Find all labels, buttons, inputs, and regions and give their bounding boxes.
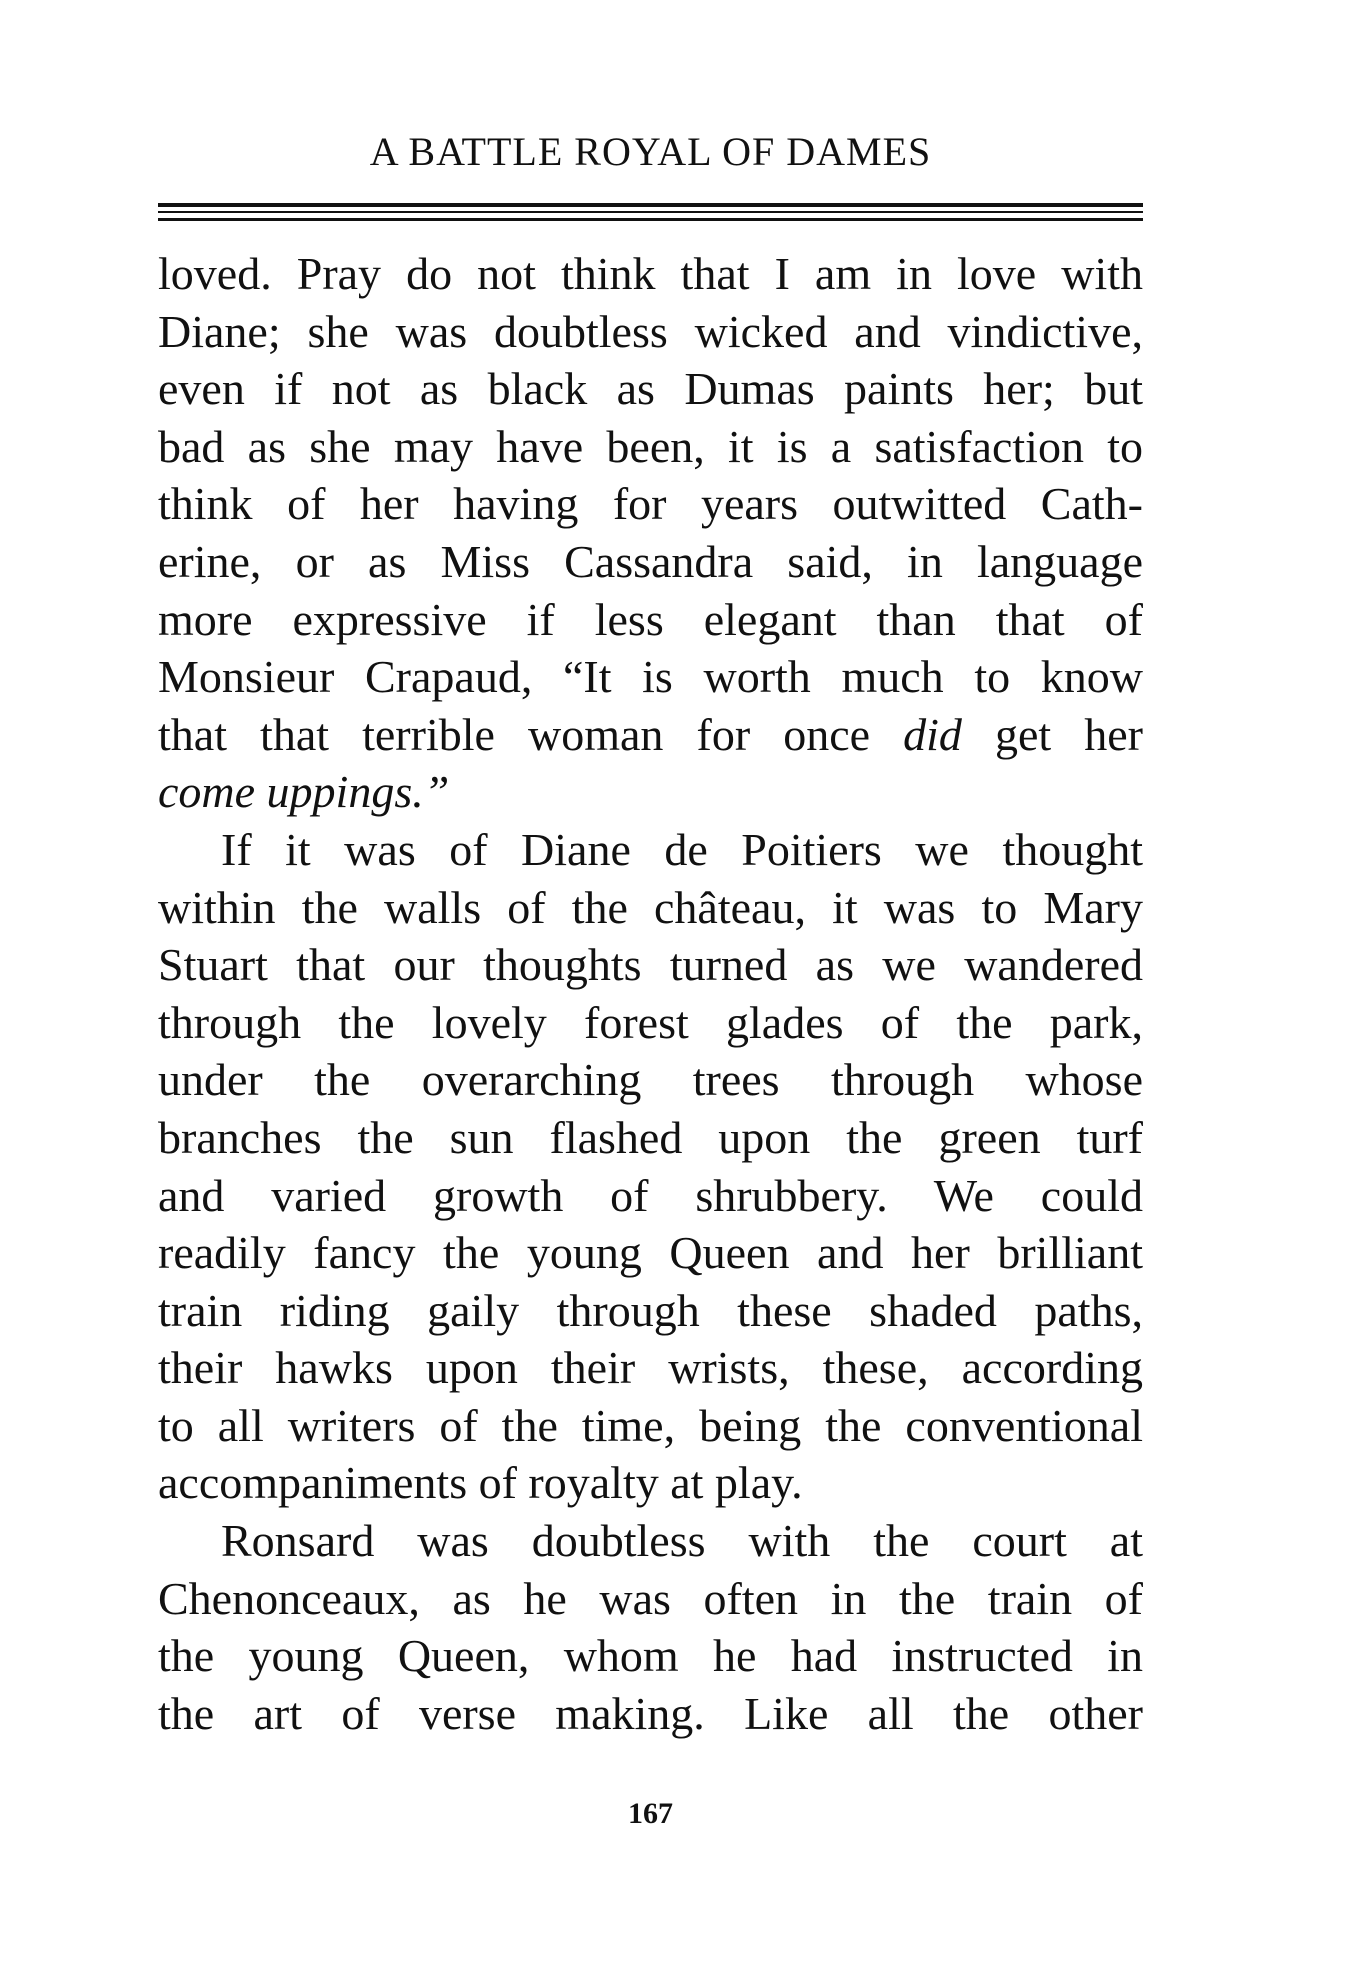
text-line: branches the sun flashed upon the green turf [158,1111,1143,1163]
text-line: even if not as black as Dumas paints her; but [158,363,1143,415]
text-line-italic [158,763,1143,821]
text-line: accompaniments of royalty at play. [158,1457,803,1509]
text-line: Stuart that our thoughts turned as we wandered [158,939,1143,991]
text-line: Monsieur Crapaud, “It is worth much to know [158,651,1143,703]
header-rule-bottom [158,218,1143,221]
paragraph-start-line: If it was of Diane de Poitiers we thought [221,823,1143,875]
header-rule-middle [158,211,1143,213]
text-line: loved. Pray do not think that I am in love with [158,248,1143,299]
text-line: bad as she may have been, it is a satisfaction to [158,420,1143,472]
text-line: erine, or as Miss Cassandra said, in language [158,535,1143,587]
text-segment: get her [961,708,1143,760]
text-line: under the overarching trees through whose [158,1054,1143,1106]
text-line: Diane; she was doubtless wicked and vindictive, [158,305,1143,357]
header-rule-top [158,203,1143,207]
text-line: readily fancy the young Queen and her brilliant [158,1227,1143,1279]
text-line: Chenonceaux, as he was often in the train of [158,1572,1143,1624]
text-line: the young Queen, whom he had instructed in [158,1630,1143,1682]
text-line-with-italic [158,706,1143,764]
body-text [158,245,1143,1742]
paragraph-start-line: Ronsard was doubtless with the court at [221,1515,1143,1567]
running-header: A BATTLE ROYAL OF DAMES [369,129,932,174]
text-segment: that that terrible woman for once [158,708,904,760]
page-number: 167 [628,1797,673,1830]
italic-phrase: come uppings.” [158,766,450,818]
text-line: think of her having for years outwitted Cath- [158,478,1143,530]
text-line: within the walls of the château, it was to Mary [158,881,1143,933]
text-line: the art of verse making. Like all the other [158,1687,1143,1739]
text-line: train riding gaily through these shaded paths, [158,1284,1143,1336]
italic-word: did [903,708,962,760]
text-line: and varied growth of shrubbery. We could [158,1169,1143,1221]
text-line: their hawks upon their wrists, these, according [158,1342,1143,1394]
text-line: more expressive if less elegant than that of [158,593,1143,645]
text-line: through the lovely forest glades of the park, [158,996,1143,1048]
text-line: to all writers of the time, being the conventional [158,1399,1143,1451]
